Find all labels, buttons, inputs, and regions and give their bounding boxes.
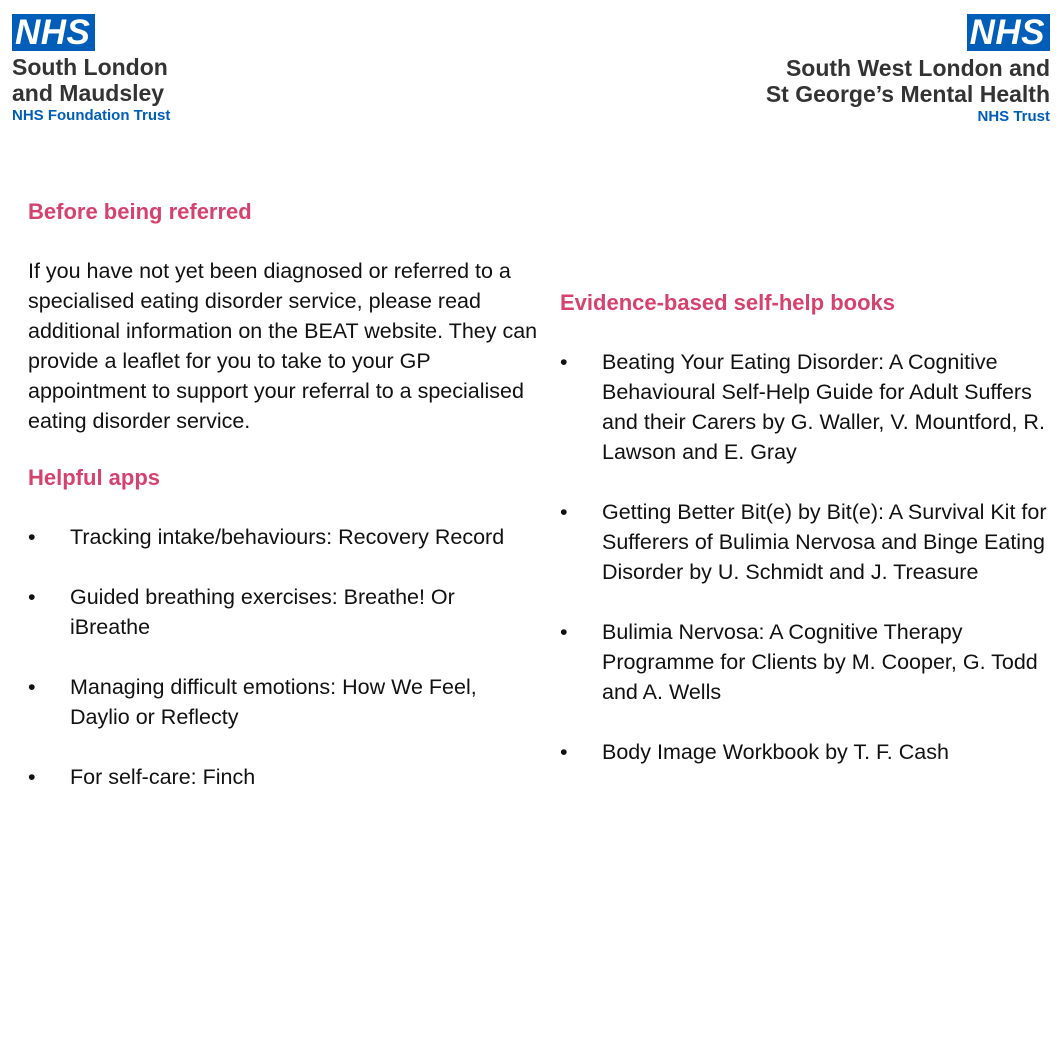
org-name-line2: St George’s Mental Health (765, 81, 1050, 107)
list-item-text: Managing difficult emotions: How We Feel, Daylio or Reflecty (70, 675, 477, 729)
org-name-line1: South West London and (785, 55, 1050, 81)
org-name-line1: South London (12, 54, 168, 80)
list-item (28, 522, 538, 552)
heading-helpful-apps: Helpful apps (28, 465, 161, 490)
bullet: • (560, 500, 568, 524)
books-list (560, 347, 1055, 767)
right-column (560, 288, 1055, 797)
bullet: • (560, 740, 568, 764)
list-item (560, 737, 1055, 767)
list-item-text: Beating Your Eating Disorder: A Cognitive Behavioural Self-Help Guide for Adult Suffers and their Carers by G. Waller, V. Mountford, R. Lawson and E. Gray (602, 350, 1045, 464)
list-item (28, 672, 538, 732)
trust-name: NHS Foundation Trust (12, 107, 171, 124)
list-item (28, 762, 538, 792)
bullet: • (560, 620, 568, 644)
logo-south-london-maudsley (12, 14, 170, 124)
bullet: • (28, 675, 36, 699)
heading-self-help-books: Evidence-based self-help books (560, 290, 895, 315)
list-item-text: Guided breathing exercises: Breathe! Or iBreathe (70, 585, 455, 639)
list-item-text: For self-care: Finch (70, 765, 256, 789)
org-name-line2: and Maudsley (12, 80, 165, 106)
bullet: • (560, 350, 568, 374)
list-item (560, 497, 1055, 587)
bullet: • (28, 525, 36, 549)
list-item-text: Getting Better Bit(e) by Bit(e): A Survival Kit for Sufferers of Bulimia Nervosa and Binge Eating Disorder by U. Schmidt and J. Treasure (602, 500, 1047, 584)
nhs-logo-box: NHS (967, 14, 1050, 51)
logo-south-west-london-st-georges (766, 14, 1050, 125)
org-name (12, 54, 170, 106)
org-name (766, 55, 1050, 107)
referral-paragraph: If you have not yet been diagnosed or referred to a specialised eating disorder service, please read additional information on the BEAT website. They can provide a leaflet for you to take to your GP appointment to support your referral to a specialised eating disorder service. (28, 259, 538, 433)
list-item (28, 582, 538, 642)
left-column (28, 197, 538, 822)
bullet: • (28, 585, 36, 609)
list-item (560, 617, 1055, 707)
bullet: • (28, 765, 36, 789)
list-item-text: Tracking intake/behaviours: Recovery Record (70, 525, 505, 549)
list-item-text: Bulimia Nervosa: A Cognitive Therapy Programme for Clients by M. Cooper, G. Todd and A. Wells (602, 620, 1038, 704)
heading-before-referred: Before being referred (28, 199, 252, 224)
list-item (560, 347, 1055, 467)
apps-list (28, 522, 538, 792)
nhs-logo-box: NHS (12, 14, 95, 51)
list-item-text: Body Image Workbook by T. F. Cash (602, 740, 949, 764)
trust-name: NHS Trust (977, 108, 1050, 125)
